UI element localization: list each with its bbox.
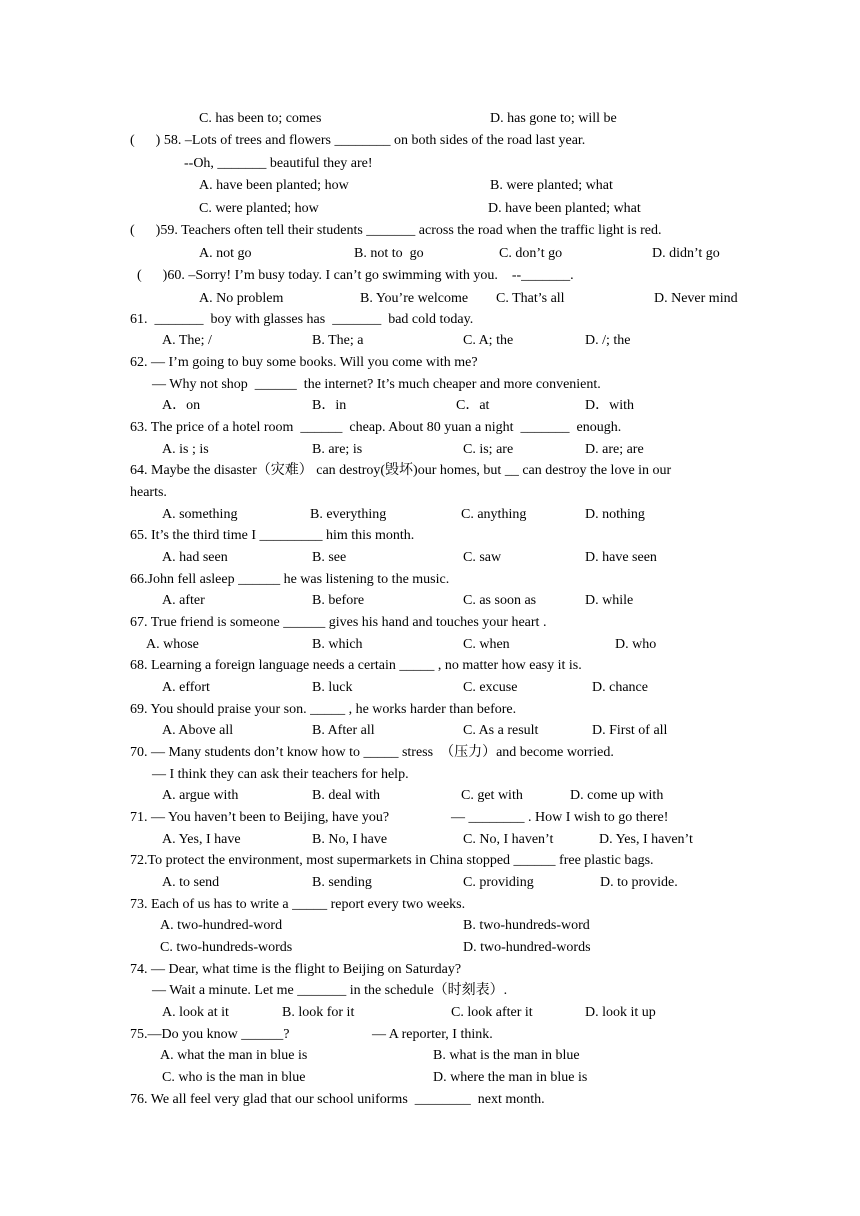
option-text: D. where the man in blue is xyxy=(433,1070,588,1085)
option-text: A. something xyxy=(162,507,238,522)
option-text: A. whose xyxy=(146,637,199,652)
option-text: — A reporter, I think. xyxy=(372,1027,493,1042)
option-text: C. No, I haven’t xyxy=(463,832,554,847)
question-text: 69. You should praise your son. _____ , he works harder than before. xyxy=(130,702,517,717)
question-text: ( )59. Teachers often tell their students _______ across the road when the traffic light is red. xyxy=(130,223,662,238)
option-text: D. look it up xyxy=(585,1005,656,1020)
question-text: 61. _______ boy with glasses has _______ bad cold today. xyxy=(130,312,474,327)
question-text: 66.John fell asleep ______ he was listening to the music. xyxy=(130,572,450,587)
question-text: 67. True friend is someone ______ gives his hand and touches your heart . xyxy=(130,615,547,630)
question-text: 73. Each of us has to write a _____ report every two weeks. xyxy=(130,897,466,912)
question-text: — I think they can ask their teachers for help. xyxy=(152,767,409,782)
question-text: 76. We all feel very glad that our school uniforms ________ next month. xyxy=(130,1092,545,1107)
option-text: C. look after it xyxy=(451,1005,533,1020)
option-text: B. everything xyxy=(310,507,387,522)
option-text: B. not to go xyxy=(354,246,424,261)
option-text: C. As a result xyxy=(463,723,539,738)
option-text: D. have seen xyxy=(585,550,657,565)
option-text: D．with xyxy=(585,398,634,413)
option-text: C. has been to; comes xyxy=(199,111,322,126)
option-text: C. don’t go xyxy=(499,246,563,261)
option-text: 71. — You haven’t been to Beijing, have you? xyxy=(130,810,390,825)
question-text: 68. Learning a foreign language needs a certain _____ , no matter how easy it is. xyxy=(130,658,582,673)
option-text: D. have been planted; what xyxy=(488,201,641,216)
option-text: D. /; the xyxy=(585,333,631,348)
question-text: 64. Maybe the disaster（灾难） can destroy(毁坏)our homes, but __ can destroy the love in our xyxy=(130,463,672,478)
option-text: 75.—Do you know ______? xyxy=(130,1027,290,1042)
option-text: B. You’re welcome xyxy=(360,291,469,306)
option-text: B. are; is xyxy=(312,442,363,457)
option-text: A. is ; is xyxy=(162,442,209,457)
option-text: B. No, I have xyxy=(312,832,388,847)
option-text: D. two-hundred-words xyxy=(463,940,591,955)
option-text: B. look for it xyxy=(282,1005,355,1020)
option-text: C. two-hundreds-words xyxy=(160,940,293,955)
option-text: A. Yes, I have xyxy=(162,832,241,847)
option-text: C. when xyxy=(463,637,510,652)
option-text: D. First of all xyxy=(592,723,668,738)
question-text: hearts. xyxy=(130,485,167,500)
option-text: C. anything xyxy=(461,507,527,522)
option-text: C. is; are xyxy=(463,442,514,457)
option-text: D. are; are xyxy=(585,442,644,457)
option-text: D. chance xyxy=(592,680,648,695)
option-text: D. while xyxy=(585,593,634,608)
option-text: B. deal with xyxy=(312,788,381,803)
option-text: C. That’s all xyxy=(496,291,565,306)
option-text: A. had seen xyxy=(162,550,228,565)
option-text: A. No problem xyxy=(199,291,284,306)
question-text: 63. The price of a hotel room ______ cheap. About 80 yuan a night _______ enough. xyxy=(130,420,622,435)
option-text: B. The; a xyxy=(312,333,364,348)
option-text: — ________ . How I wish to go there! xyxy=(451,810,669,825)
option-text: A. effort xyxy=(162,680,210,695)
option-text: A．on xyxy=(162,398,201,413)
option-text: B. before xyxy=(312,593,365,608)
option-text: C. who is the man in blue xyxy=(162,1070,306,1085)
option-text: D. has gone to; will be xyxy=(490,111,617,126)
question-text: 72.To protect the environment, most supermarkets in China stopped ______ free plastic bags. xyxy=(130,853,654,868)
option-text: D. who xyxy=(615,637,657,652)
option-text: A. not go xyxy=(199,246,252,261)
option-text: D. nothing xyxy=(585,507,645,522)
option-text: C. excuse xyxy=(463,680,518,695)
question-text: 62. — I’m going to buy some books. Will you come with me? xyxy=(130,355,478,370)
question-text: 65. It’s the third time I _________ him this month. xyxy=(130,528,415,543)
question-text: --Oh, _______ beautiful they are! xyxy=(184,156,373,171)
option-text: C. saw xyxy=(463,550,502,565)
option-text: C. get with xyxy=(461,788,523,803)
question-text: — Wait a minute. Let me _______ in the schedule（时刻表）. xyxy=(152,983,508,998)
question-text: — Why not shop ______ the internet? It’s much cheaper and more convenient. xyxy=(152,377,601,392)
option-text: B. sending xyxy=(312,875,372,890)
option-text: B. see xyxy=(312,550,347,565)
option-text: D. come up with xyxy=(570,788,664,803)
option-text: B. luck xyxy=(312,680,353,695)
option-text: D. to provide. xyxy=(600,875,678,890)
option-text: C．at xyxy=(456,398,490,413)
option-text: B. two-hundreds-word xyxy=(463,918,590,933)
option-text: C. as soon as xyxy=(463,593,537,608)
option-text: A. have been planted; how xyxy=(199,178,349,193)
option-text: A. look at it xyxy=(162,1005,229,1020)
option-text: A. argue with xyxy=(162,788,239,803)
option-text: A. after xyxy=(162,593,205,608)
option-text: D. didn’t go xyxy=(652,246,720,261)
option-text: D. Yes, I haven’t xyxy=(599,832,693,847)
question-text: 70. — Many students don’t know how to _____ stress （压力）and become worried. xyxy=(130,745,614,760)
option-text: C. were planted; how xyxy=(199,201,319,216)
option-text: C. A; the xyxy=(463,333,514,348)
question-text: 74. — Dear, what time is the flight to Beijing on Saturday? xyxy=(130,962,462,977)
option-text: B. what is the man in blue xyxy=(433,1048,580,1063)
option-text: A. what the man in blue is xyxy=(160,1048,308,1063)
option-text: C. providing xyxy=(463,875,534,890)
option-text: B. which xyxy=(312,637,363,652)
option-text: A. two-hundred-word xyxy=(160,918,283,933)
option-text: A. Above all xyxy=(162,723,234,738)
option-text: D. Never mind xyxy=(654,291,738,306)
option-text: B. After all xyxy=(312,723,375,738)
option-text: A. to send xyxy=(162,875,220,890)
question-text: ( )60. –Sorry! I’m busy today. I can’t go swimming with you. --_______. xyxy=(137,268,574,283)
option-text: B. were planted; what xyxy=(490,178,613,193)
option-text: A. The; / xyxy=(162,333,212,348)
question-text: ( ) 58. –Lots of trees and flowers ________ on both sides of the road last year. xyxy=(130,133,586,148)
option-text: B．in xyxy=(312,398,347,413)
